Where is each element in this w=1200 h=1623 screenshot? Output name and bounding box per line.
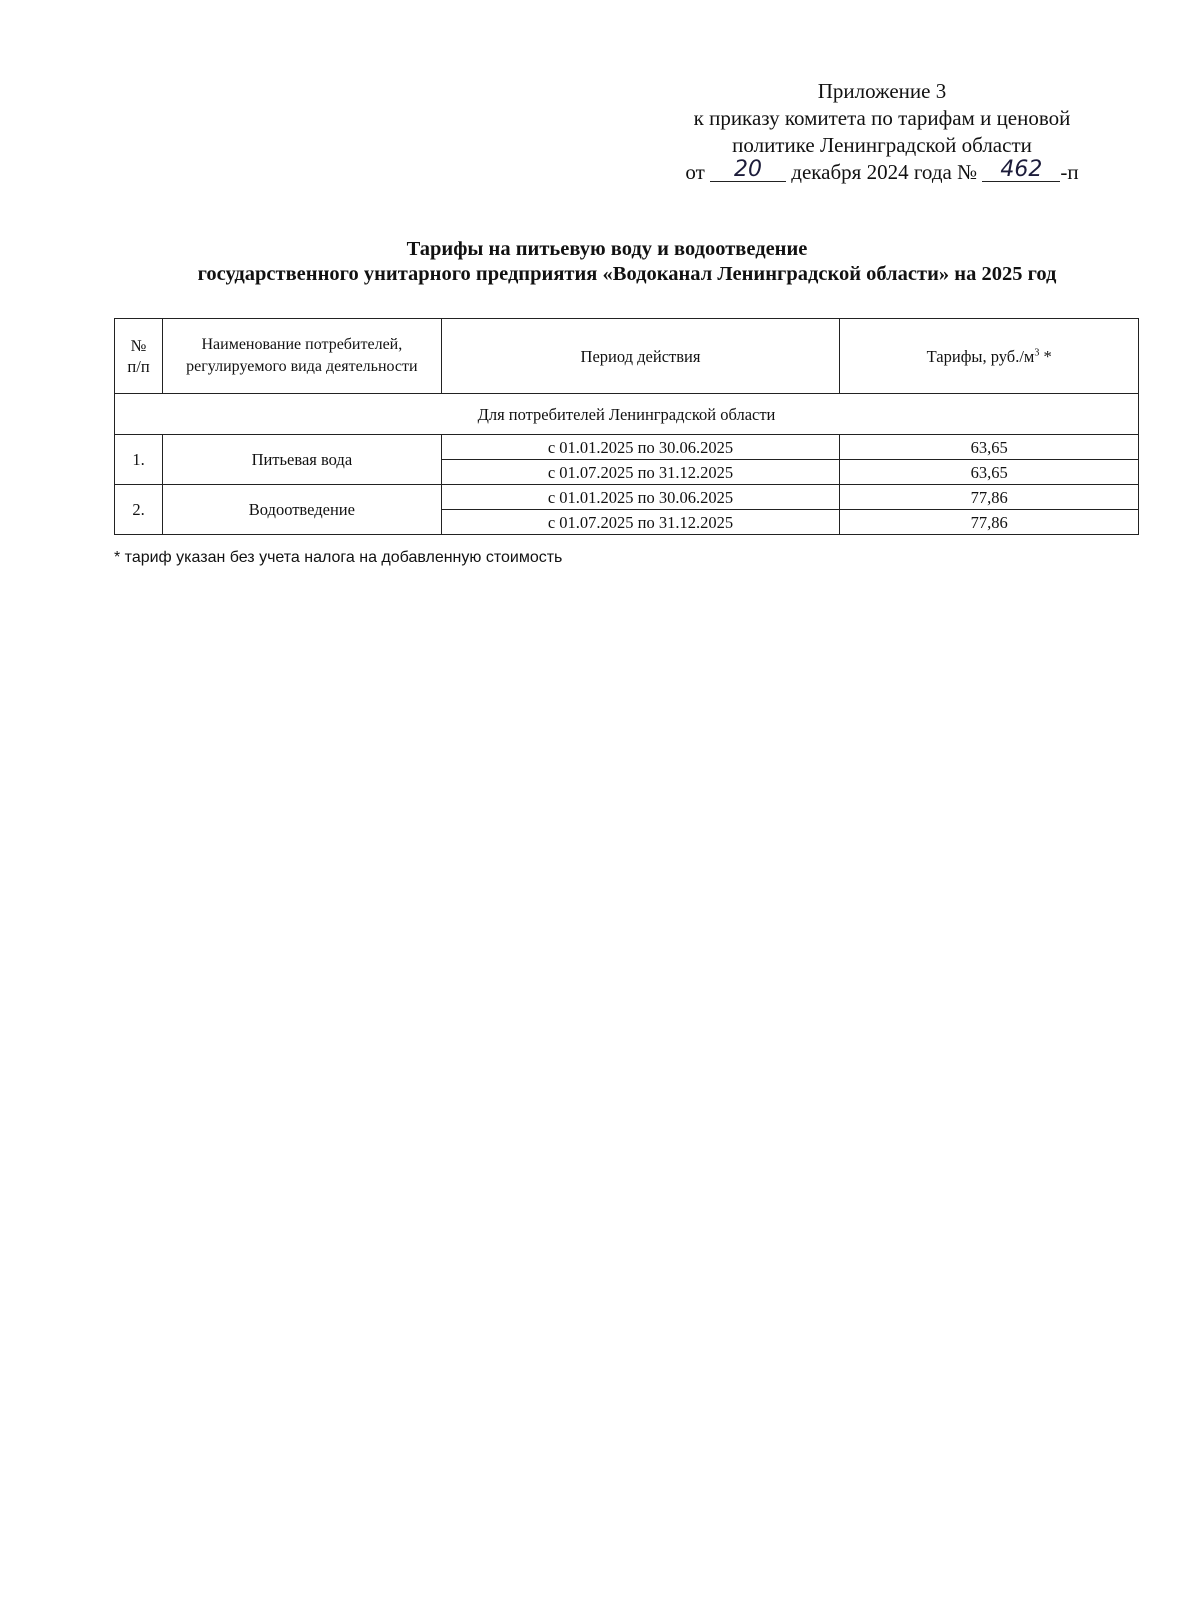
row-2-name: Водоотведение (163, 485, 442, 535)
table-header-row (115, 319, 1139, 394)
row-2-period-1: с 01.01.2025 по 30.06.2025 (441, 485, 840, 510)
row-1-name: Питьевая вода (163, 435, 442, 485)
appendix-line-order: к приказу комитета по тарифам и ценовой (693, 106, 1071, 130)
table-row (115, 435, 1139, 460)
table-group-row (115, 394, 1139, 435)
title-line-1: Тарифы на питьевую воду и водоотведение (406, 238, 808, 260)
appendix-line-committee: политике Ленинградской области (732, 133, 1032, 157)
header-no (115, 319, 163, 394)
table-row (115, 485, 1139, 510)
header-name: Наименование потребителей, регулируемого вида деятельности (163, 319, 442, 394)
group-label: Для потребителей Ленинградской области (115, 394, 1139, 435)
row-1-no: 1. (115, 435, 163, 485)
appendix-title: Приложение 3 (817, 79, 947, 103)
footnote: * тариф указан без учета налога на добавленную стоимость (114, 549, 563, 566)
header-period: Период действия (441, 319, 840, 394)
appendix-header (652, 78, 1112, 186)
row-1-period-1: с 01.01.2025 по 30.06.2025 (441, 435, 840, 460)
header-tariff-text: Тарифы, руб./м (926, 346, 1035, 366)
appendix-date-line (652, 159, 1112, 186)
title-line-2: государственного унитарного предприятия «Водоканал Ленинградской области» на 2025 год (197, 263, 1057, 285)
header-no-pp: п/п (127, 357, 150, 376)
handwritten-day: 20 (710, 159, 786, 182)
tariffs-table (114, 318, 1139, 535)
document-title (112, 237, 1142, 287)
header-tariff (840, 319, 1139, 394)
date-prefix: от (685, 160, 705, 184)
date-rest: декабря 2024 года № (791, 160, 978, 184)
row-1-tariff-2: 63,65 (840, 460, 1139, 485)
header-tariff-sup: 3 (1034, 347, 1040, 358)
row-2-period-2: с 01.07.2025 по 31.12.2025 (441, 510, 840, 535)
row-1-period-2: с 01.07.2025 по 31.12.2025 (441, 460, 840, 485)
row-1-tariff-1: 63,65 (840, 435, 1139, 460)
number-suffix: -п (1060, 160, 1079, 184)
row-2-tariff-1: 77,86 (840, 485, 1139, 510)
row-2-no: 2. (115, 485, 163, 535)
header-no-symbol: № (130, 336, 147, 355)
header-tariff-suffix: * (1039, 346, 1052, 366)
handwritten-order-number: 462 (982, 159, 1060, 182)
row-2-tariff-2: 77,86 (840, 510, 1139, 535)
